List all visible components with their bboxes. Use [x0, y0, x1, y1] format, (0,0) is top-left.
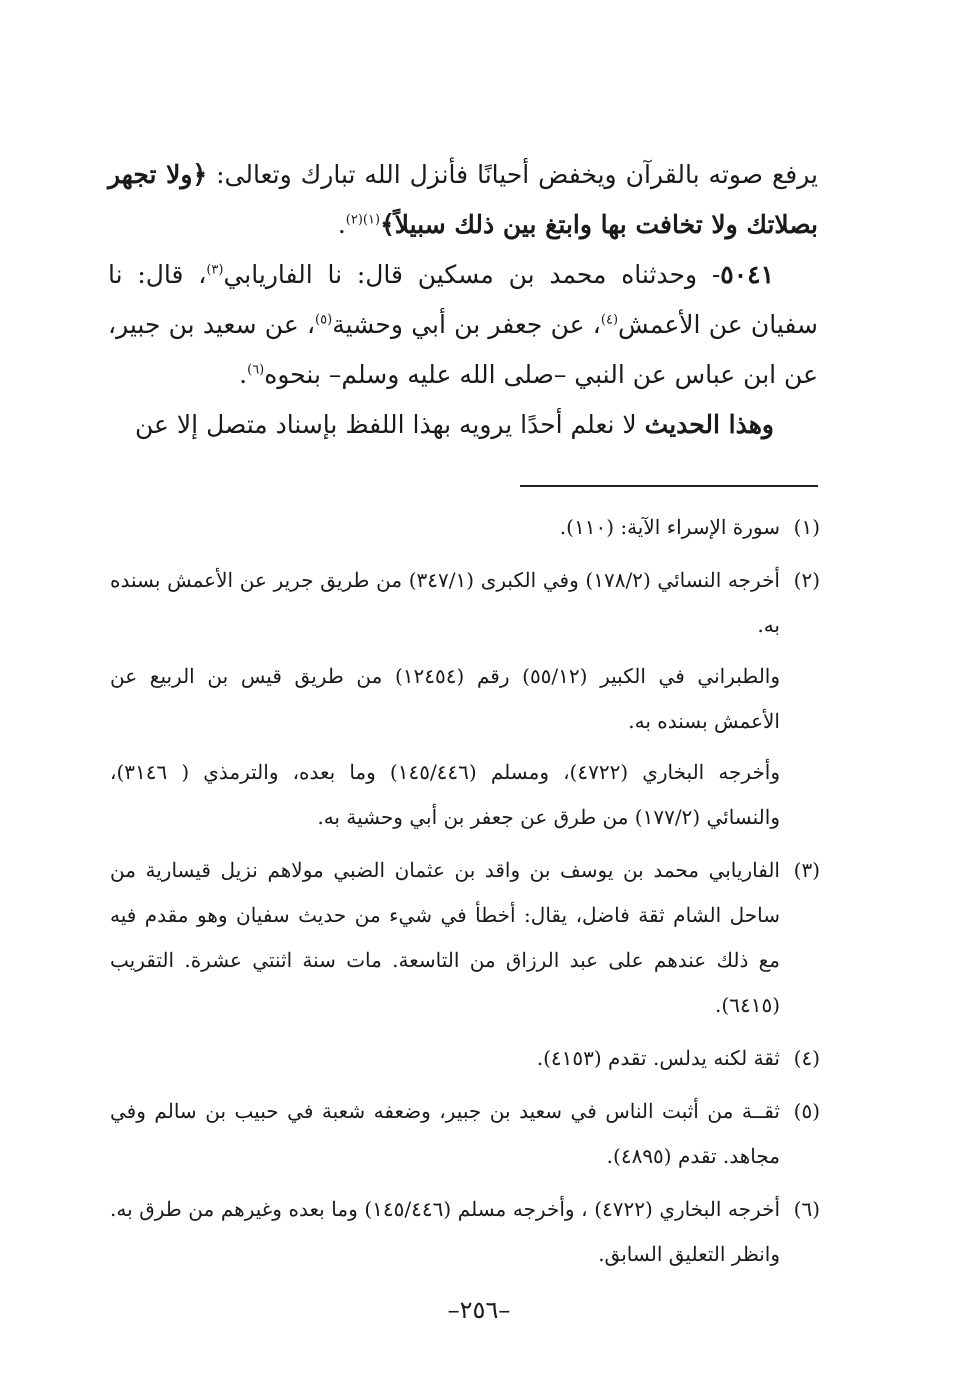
paragraph-hadith: ٥٠٤١- وحدثناه محمد بن مسكين قال: نا الفاريابي$^{(٣)}$، قال: نا سفيان عن الأعمش$^{(٤)}$، عن جعفر بن أبي وحشية$^{(٥)}$، عن سعيد بن جبير، عن ابن عباس عن النبي –صلى الله عليه وسلم– بنحوه$^{(٦)}$. — [108, 260, 819, 389]
footnote-number: (٤) — [793, 1046, 820, 1070]
paragraph-text: يرفع صوته بالقرآن ويخفض أحيانًا فأنزل الله تبارك وتعالى: — [207, 160, 818, 189]
footnote-number: (٦) — [793, 1197, 820, 1221]
quran-quote: ﴿ولا تجهر بصلاتك ولا تخافت بها وابتغ بين ذلك سبيلاً﴾ — [108, 160, 818, 239]
footnote-ref[interactable]: (٦) — [247, 362, 265, 378]
footnote-5 — [110, 1089, 820, 1179]
footnote-text: أخرجه البخاري (٤٧٢٢) ، وأخرجه مسلم (١٤٥/٤٤٦) وما بعده وغيرهم من طرق به. وانظر التعليق السابق. — [110, 1197, 781, 1266]
footnote-1 — [110, 505, 820, 550]
footnote-number: (٢) — [793, 568, 820, 592]
footnote-3 — [110, 848, 820, 1028]
footnote-2 — [110, 558, 820, 840]
paragraph-commentary: وهذا الحديث لا نعلم أحدًا يرويه بهذا اللفظ بإسناد متصل إلا عن — [135, 410, 774, 439]
footnote-text: الفاريابي محمد بن يوسف بن واقد بن عثمان الضبي مولاهم نزيل قيسارية من ساحل الشام ثقة فاضل، يقال: أخطأ في شيء من حديث سفيان وهو مقدم فيه مع ذلك عندهم على عبد الرزاق من التاسعة. مات سنة اثنتي عشرة. التقريب (٦٤١٥). — [110, 858, 780, 1017]
footnote-ref[interactable]: (٤) — [600, 312, 619, 328]
main-text — [108, 150, 818, 450]
footnote-text: ثقــة من أثبت الناس في سعيد بن جبير، وضعفه شعبة في حبيب بن سالم وفي مجاهد. تقدم (٤٨٩٥). — [110, 1099, 780, 1168]
footnote-6 — [110, 1187, 820, 1277]
footnote-text: أخرجه النسائي (١٧٨/٢) وفي الكبرى (٣٤٧/١) من طريق جرير عن الأعمش بسنده به. — [110, 568, 780, 637]
footnote-text: والطبراني في الكبير (٥٥/١٢) رقم (١٢٤٥٤) من طريق قيس بن الربيع عن الأعمش بسنده به. — [110, 664, 781, 733]
footnote-text: سورة الإسراء الآية: (١١٠). — [559, 515, 780, 539]
bold-phrase: وهذا الحديث — [644, 410, 774, 439]
footnotes — [110, 505, 820, 1285]
footnote-text: وأخرجه البخاري (٤٧٢٢)، ومسلم (١٤٥/٤٤٦) وما بعده، والترمذي ( ٣١٤٦)، والنسائي (١٧٧/٢) من طرق عن جعفر بن أبي وحشية به. — [110, 760, 781, 829]
footnote-text: ثقة لكنه يدلس. تقدم (٤١٥٣). — [536, 1046, 780, 1070]
footnote-ref[interactable]: (٥) — [315, 312, 333, 328]
hadith-number: ٥٠٤١ — [720, 260, 774, 289]
page-number: –٢٥٦– — [447, 1296, 511, 1324]
footnote-ref[interactable]: (٣) — [206, 262, 224, 278]
footnote-number: (٥) — [793, 1099, 820, 1123]
footnote-number: (١) — [793, 515, 820, 539]
footnote-ref[interactable]: (١)(٢) — [345, 212, 381, 228]
footnote-4 — [110, 1036, 820, 1081]
footnote-separator — [520, 485, 818, 487]
paragraph-quran-verse: يرفع صوته بالقرآن ويخفض أحيانًا فأنزل الله تبارك وتعالى: ﴿ولا تجهر بصلاتك ولا تخافت بها وابتغ بين ذلك سبيلاً﴾$^{(١)(٢)}$. — [108, 160, 818, 239]
footnote-number: (٣) — [793, 858, 820, 882]
